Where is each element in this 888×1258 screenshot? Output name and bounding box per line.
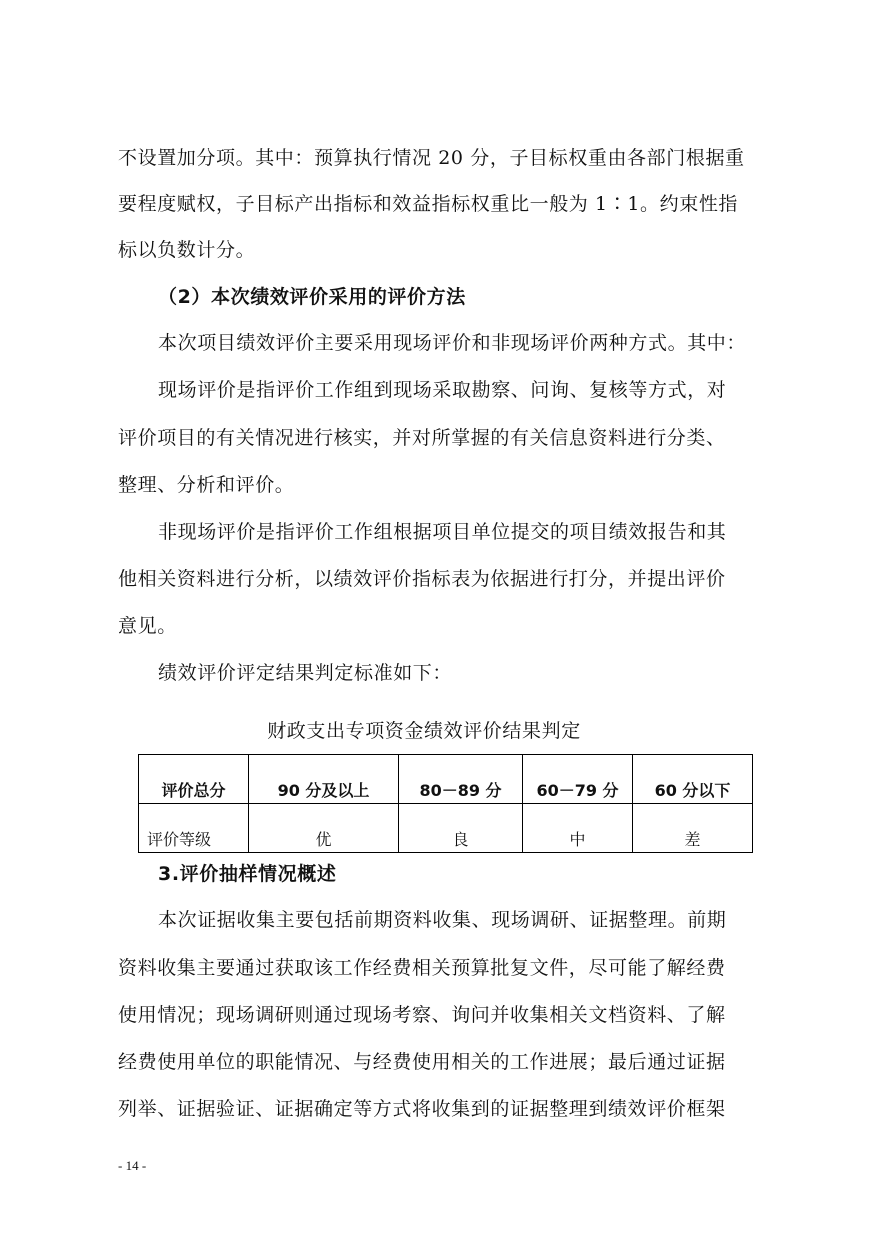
paragraph-line: 现场评价是指评价工作组到现场采取勘察、问询、复核等方式，对 — [158, 379, 727, 401]
paragraph-line: 本次证据收集主要包括前期资料收集、现场调研、证据整理。前期 — [158, 909, 727, 931]
table-cell: 中 — [523, 804, 633, 853]
paragraph-line: 意见。 — [118, 615, 177, 637]
table-cell: 良 — [399, 804, 523, 853]
paragraph-line: 资料收集主要通过获取该工作经费相关预算批复文件，尽可能了解经费 — [118, 957, 726, 979]
section-heading: （2）本次绩效评价采用的评价方法 — [158, 286, 466, 308]
table-row — [139, 804, 753, 853]
table-cell: 80－89 分 — [399, 755, 523, 804]
page-number: - 14 - — [118, 1158, 147, 1173]
paragraph-line: 他相关资料进行分析，以绩效评价指标表为依据进行打分，并提出评价 — [118, 568, 726, 590]
paragraph-line: 经费使用单位的职能情况、与经费使用相关的工作进展；最后通过证据 — [118, 1051, 726, 1073]
section-heading: 3.评价抽样情况概述 — [158, 863, 337, 885]
table-caption: 财政支出专项资金绩效评价结果判定 — [267, 720, 581, 742]
grade-table — [138, 754, 753, 853]
paragraph-line: 不设置加分项。其中：预算执行情况 20 分，子目标权重由各部门根据重 — [118, 147, 745, 169]
table-cell: 60 分以下 — [633, 755, 753, 804]
paragraph-line: 绩效评价评定结果判定标准如下： — [158, 662, 453, 684]
table-cell: 差 — [633, 804, 753, 853]
table-cell: 优 — [249, 804, 399, 853]
paragraph-line: 整理、分析和评价。 — [118, 474, 295, 496]
paragraph-line: 列举、证据验证、证据确定等方式将收集到的证据整理到绩效评价框架 — [118, 1098, 726, 1120]
table-row — [139, 755, 753, 804]
paragraph-line: 要程度赋权，子目标产出指标和效益指标权重比一般为 1∶1。约束性指 — [118, 193, 739, 215]
paragraph-line: 标以负数计分。 — [118, 239, 256, 261]
table-cell: 60－79 分 — [523, 755, 633, 804]
table-cell: 90 分及以上 — [249, 755, 399, 804]
table-cell: 评价等级 — [139, 804, 249, 853]
paragraph-line: 评价项目的有关情况进行核实，并对所掌握的有关信息资料进行分类、 — [118, 427, 726, 449]
paragraph-line: 使用情况；现场调研则通过现场考察、询问并收集相关文档资料、了解 — [118, 1004, 726, 1026]
paragraph-line: 非现场评价是指评价工作组根据项目单位提交的项目绩效报告和其 — [158, 521, 727, 543]
table-cell: 评价总分 — [139, 755, 249, 804]
paragraph-line: 本次项目绩效评价主要采用现场评价和非现场评价两种方式。其中： — [158, 332, 747, 354]
